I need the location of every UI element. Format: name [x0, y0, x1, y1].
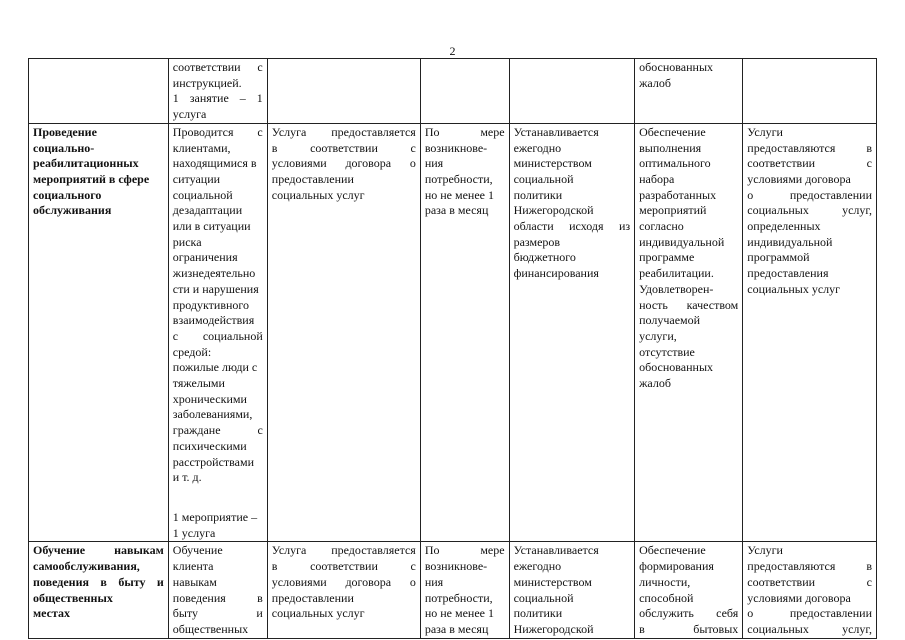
cell-line: хроническими: [172, 391, 247, 406]
cell-line: психическими: [172, 438, 247, 453]
cell-line: политики: [513, 606, 563, 621]
service-quality-cell: [635, 542, 743, 638]
cell-line: быту и: [172, 606, 263, 621]
cell-line: условиями договора о: [271, 574, 416, 589]
service-timing-cell: [420, 542, 509, 638]
cell-line: Проводится с: [172, 124, 263, 139]
cell-line: социальной: [513, 171, 574, 186]
cell-line: о предоставлении: [747, 606, 872, 621]
cell-line: оптимального: [639, 156, 711, 171]
cell-line: но не менее 1: [424, 606, 494, 621]
cell-line: Услуга предоставляется: [271, 543, 416, 558]
cell-line: индивидуальной: [639, 234, 725, 249]
cell-line: в бытовых: [639, 621, 739, 636]
cell-line: находящимися в: [172, 156, 257, 171]
cell-line: индивидуальной: [747, 234, 833, 249]
service-name-cell: [29, 123, 169, 542]
page-number: 2: [449, 44, 456, 58]
cell-line: Удовлетворен-: [639, 281, 714, 296]
service-name-cell: [29, 59, 169, 124]
cell-line: предоставлении: [271, 171, 354, 186]
cell-line: социальной: [172, 187, 233, 202]
cell-line: обслуживания: [33, 203, 112, 218]
cell-line: ния: [424, 574, 444, 589]
cell-line: социальных услуг,: [747, 621, 872, 636]
cell-line: Обучение: [172, 543, 223, 558]
service-conditions-cell: [267, 542, 420, 638]
cell-line: определенных: [747, 219, 821, 234]
cell-line: обоснованных: [639, 360, 714, 375]
cell-line: набора: [639, 171, 675, 186]
cell-line: социальной: [513, 590, 574, 605]
cell-line: жалоб: [639, 75, 671, 90]
cell-line: условиями договора о: [271, 156, 416, 171]
cell-line: условиями договора: [747, 590, 851, 605]
service-timing-cell: [420, 59, 509, 124]
cell-line: размеров: [513, 234, 561, 249]
cell-line: соответствии с: [747, 574, 872, 589]
cell-line: получаемой: [639, 313, 701, 328]
cell-line: социального: [33, 187, 102, 202]
cell-line: самообслуживания,: [33, 559, 140, 574]
cell-line: предоставлении: [271, 590, 354, 605]
cell-line: ность качеством: [639, 297, 739, 312]
cell-line: с социальной: [172, 328, 263, 343]
cell-line: местах: [33, 606, 71, 621]
cell-line: Услуга предоставляется: [271, 124, 416, 139]
cell-line: в соответствии с: [271, 140, 416, 155]
cell-line: 1 занятие – 1: [172, 91, 263, 106]
cell-line: финансирования: [513, 266, 599, 281]
cell-line: общественных: [33, 590, 113, 605]
cell-line: Устанавливается: [513, 543, 599, 558]
cell-line: Проведение: [33, 124, 97, 139]
cell-line: но не менее 1: [424, 187, 494, 202]
cell-line: граждане с: [172, 423, 263, 438]
cell-line: Нижегородской: [513, 203, 594, 218]
cell-line: Услуги: [747, 543, 783, 558]
service-content-cell: [168, 123, 267, 542]
service-conditions-cell: [267, 59, 420, 124]
cell-line: и т. д.: [172, 470, 202, 485]
cell-line: риска: [172, 234, 202, 249]
service-quality-cell: [635, 123, 743, 542]
cell-line: ежегодно: [513, 559, 562, 574]
cell-line: заболеваниями,: [172, 407, 253, 422]
cell-line: услуга: [172, 107, 207, 122]
service-quality-cell: [635, 59, 743, 124]
service-price-cell: [509, 123, 635, 542]
cell-line: соответствии с: [172, 60, 263, 74]
cell-line: 1 услуга: [172, 525, 216, 540]
cell-line: предоставляются в: [747, 140, 872, 155]
services-table: [28, 58, 877, 639]
cell-line: социально-: [33, 140, 95, 155]
table-row: [29, 123, 877, 542]
service-notes-cell: [743, 542, 877, 638]
cell-line: инструкцией.: [172, 75, 242, 90]
cell-line: обоснованных: [639, 60, 714, 74]
cell-line: 1 мероприятие –: [172, 509, 258, 524]
cell-line: По мере: [424, 124, 505, 139]
cell-line: разработанных: [639, 187, 717, 202]
cell-line: Обеспечение: [639, 543, 706, 558]
cell-line: формирования: [639, 559, 714, 574]
cell-line: министерством: [513, 574, 592, 589]
cell-line: поведения в: [172, 590, 263, 605]
cell-line: Нижегородской: [513, 621, 594, 636]
service-notes-cell: [743, 59, 877, 124]
service-timing-cell: [420, 123, 509, 542]
service-price-cell: [509, 542, 635, 638]
service-name-cell: [29, 542, 169, 638]
cell-line: поведения в быту и: [33, 574, 164, 589]
cell-line: обслужить себя: [639, 606, 739, 621]
cell-line: социальных услуг: [271, 187, 365, 202]
cell-line: мероприятий в сфере: [33, 171, 150, 186]
cell-line: клиентами,: [172, 140, 231, 155]
cell-line: социальных услуг,: [747, 203, 872, 218]
service-content-cell: [168, 59, 267, 124]
cell-line: пожилые люди с: [172, 360, 258, 375]
cell-line: области исходя из: [513, 219, 631, 234]
table-row: [29, 59, 877, 124]
cell-line: взаимодействия: [172, 313, 255, 328]
cell-line: согласно: [639, 219, 684, 234]
cell-line: ежегодно: [513, 140, 562, 155]
cell-line: реабилитации.: [639, 266, 714, 281]
cell-line: расстройствами: [172, 454, 255, 469]
cell-line: ситуации: [172, 171, 221, 186]
cell-line: общественных: [172, 621, 249, 636]
cell-line: клиента: [172, 559, 214, 574]
cell-line: услуги,: [639, 328, 677, 343]
cell-line: раза в месяц: [424, 621, 489, 636]
cell-line: возникнове-: [424, 140, 488, 155]
cell-line: ния: [424, 156, 444, 171]
cell-line: реабилитационных: [33, 156, 139, 171]
cell-line: способной: [639, 590, 694, 605]
cell-line: навыкам: [172, 574, 217, 589]
cell-line: социальных услуг: [747, 281, 841, 296]
cell-line: Обеспечение: [639, 124, 706, 139]
cell-line: выполнения: [639, 140, 702, 155]
service-conditions-cell: [267, 123, 420, 542]
service-price-cell: [509, 59, 635, 124]
cell-line: о предоставлении: [747, 187, 872, 202]
cell-line: программе: [639, 250, 695, 265]
cell-line: потребности,: [424, 171, 493, 186]
cell-line: министерством: [513, 156, 592, 171]
cell-line: в соответствии с: [271, 559, 416, 574]
cell-line: условиями договора: [747, 171, 851, 186]
cell-line: жизнедеятельно: [172, 266, 256, 281]
service-content-cell: [168, 542, 267, 638]
cell-line: или в ситуации: [172, 219, 251, 234]
service-notes-cell: [743, 123, 877, 542]
cell-line: жалоб: [639, 376, 671, 391]
cell-line: потребности,: [424, 590, 493, 605]
cell-line: продуктивного: [172, 297, 250, 312]
cell-line: предоставляются в: [747, 559, 872, 574]
cell-line: бюджетного: [513, 250, 576, 265]
cell-line: предоставления: [747, 266, 829, 281]
cell-line: политики: [513, 187, 563, 202]
cell-line: тяжелыми: [172, 376, 225, 391]
table-row: [29, 542, 877, 638]
cell-line: мероприятий: [639, 203, 707, 218]
cell-line: соответствии с: [747, 156, 872, 171]
cell-line: дезадаптации: [172, 203, 243, 218]
cell-line: личности,: [639, 574, 691, 589]
cell-line: По мере: [424, 543, 505, 558]
spacer: [173, 486, 263, 510]
cell-line: Услуги: [747, 124, 783, 139]
cell-line: раза в месяц: [424, 203, 489, 218]
cell-line: ограничения: [172, 250, 238, 265]
cell-line: социальных услуг: [271, 606, 365, 621]
cell-line: средой:: [172, 344, 212, 359]
cell-line: возникнове-: [424, 559, 488, 574]
cell-line: Устанавливается: [513, 124, 599, 139]
cell-line: сти и нарушения: [172, 281, 259, 296]
cell-line: Обучение навыкам: [33, 543, 164, 558]
cell-line: отсутствие: [639, 344, 695, 359]
cell-line: программой: [747, 250, 810, 265]
